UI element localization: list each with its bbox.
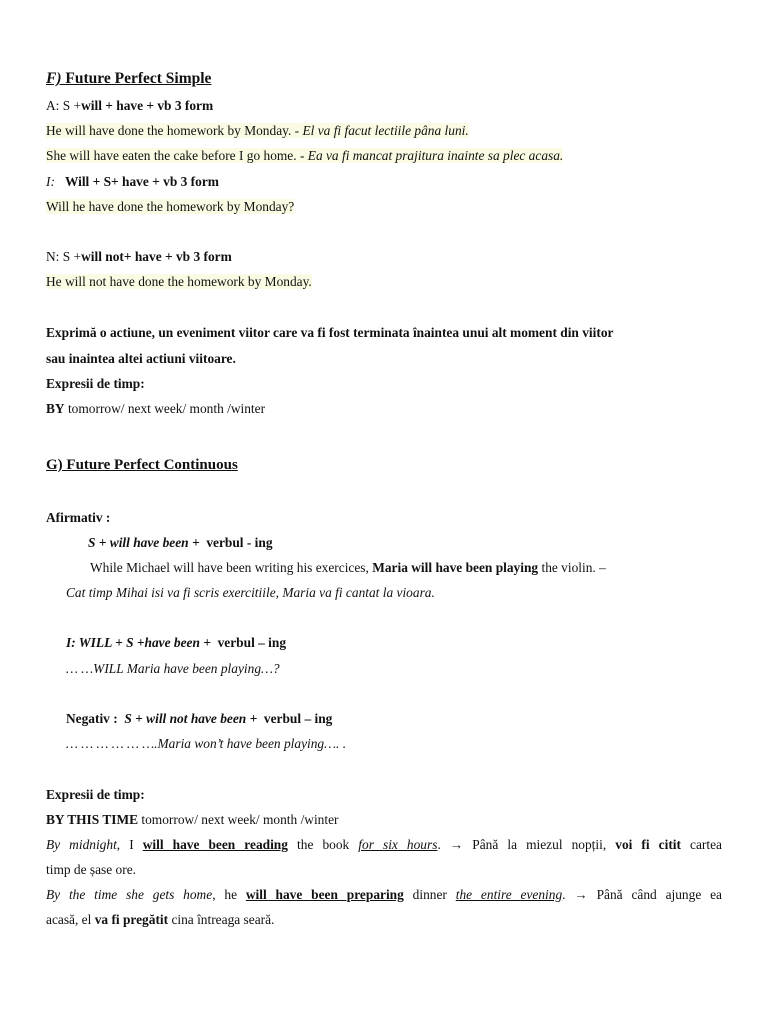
p1-duration: for six hours bbox=[358, 837, 438, 852]
f-neg-formula: will not+ have + vb 3 form bbox=[81, 249, 232, 264]
g-aff-formula: S + will have been + bbox=[88, 535, 200, 550]
g-neg-formula: S + will not have been + bbox=[124, 711, 258, 726]
f-int-example-text: Will he have done the homework by Monday? bbox=[46, 199, 295, 214]
p2-ro-verb: va fi pregătit bbox=[94, 912, 169, 927]
p1-ro-verb: voi fi citit bbox=[615, 837, 681, 852]
f-by-list: tomorrow/ next week/ month /winter bbox=[64, 401, 266, 416]
g-interrogative-example: … …WILL Maria have been playing…? bbox=[66, 661, 280, 676]
p2-ro-subject: acasă, el bbox=[46, 912, 95, 927]
g-bytime-bold: BY THIS TIME bbox=[46, 812, 139, 827]
p2-object: dinner bbox=[403, 887, 456, 902]
f-time-expressions-label: Expresii de timp: bbox=[46, 376, 145, 391]
f-neg-example-text: He will not have done the homework by Monday. bbox=[46, 274, 312, 289]
g-bytime-list: tomorrow/ next week/ month /winter bbox=[138, 812, 339, 827]
f-affirmative-formula bbox=[46, 97, 213, 115]
g-ex-bold: Maria will have been playing bbox=[372, 560, 539, 575]
f-neg-prefix: N: S + bbox=[46, 249, 82, 264]
g-affirmative-formula bbox=[88, 534, 273, 552]
p2-ro-start: . → Până când ajunge ea bbox=[562, 887, 722, 902]
g-time-expressions-label: Expresii de timp: bbox=[46, 787, 145, 802]
f-negative-example bbox=[46, 273, 312, 291]
g-example-paragraph-2-line-2 bbox=[46, 911, 274, 929]
f-ex1-en: He will have done the homework by Monday. - bbox=[46, 123, 303, 138]
f-interrogative-example bbox=[46, 198, 294, 216]
p1-by-midnight: By midnight bbox=[46, 837, 117, 852]
f-ex2-en: She will have eaten the cake before I go home. - bbox=[46, 148, 308, 163]
g-neg-verb: verbul – ing bbox=[263, 711, 333, 726]
p2-duration: the entire evening bbox=[455, 887, 563, 902]
g-example-paragraph-1-line-2: timp de șase ore. bbox=[46, 862, 136, 877]
f-ex2-ro: Ea va fi mancat prajitura inainte sa plec acasa. bbox=[307, 148, 564, 163]
p1-verb: will have been reading bbox=[142, 837, 288, 852]
g-negative-example: … … … … … ….Maria won’t have been playing…. . bbox=[66, 736, 347, 751]
f-example-1 bbox=[46, 122, 469, 140]
f-example-2 bbox=[46, 147, 563, 165]
f-aff-formula: will + have + vb 3 form bbox=[81, 98, 214, 113]
p1-ro-start: . → Până la miezul nopții, bbox=[437, 837, 616, 852]
p2-verb: will have been preparing bbox=[245, 887, 404, 902]
p1-object: the book bbox=[287, 837, 359, 852]
f-time-expressions bbox=[46, 400, 265, 418]
g-example-paragraph-1-line-1 bbox=[46, 836, 722, 854]
f-ex1-ro: El va fi facut lectiile pâna luni. bbox=[302, 123, 469, 138]
f-description-line-2: sau inaintea altei actiuni viitoare. bbox=[46, 351, 236, 366]
section-g-heading: G) Future Perfect Continuous bbox=[46, 457, 238, 473]
g-affirmative-translation: Cat timp Mihai isi va fi scris exercitiile, Maria va fi cantat la vioara. bbox=[66, 585, 435, 600]
g-int-verb: verbul – ing bbox=[217, 635, 287, 650]
f-aff-prefix: A: S + bbox=[46, 98, 82, 113]
section-f-heading bbox=[46, 70, 211, 88]
g-affirmative-label: Afirmativ : bbox=[46, 510, 111, 525]
g-aff-verb: verbul - ing bbox=[206, 535, 273, 550]
section-f-title: Future Perfect Simple bbox=[61, 70, 212, 87]
g-interrogative-formula bbox=[66, 634, 286, 652]
f-negative-formula bbox=[46, 248, 232, 266]
section-f-letter: F) bbox=[46, 70, 62, 87]
f-interrogative-formula bbox=[46, 173, 219, 191]
g-ex-end: the violin. – bbox=[538, 560, 606, 575]
g-ex-start: While Michael will have been writing his exercices, bbox=[90, 560, 373, 575]
p2-by-the-time: By the time she gets home bbox=[46, 887, 213, 902]
p1-ro-end: cartea bbox=[680, 837, 722, 852]
g-affirmative-example bbox=[90, 559, 606, 577]
f-description-line-1: Exprimă o actiune, un eveniment viitor care va fi fost terminata înaintea unui alt moment din viitor bbox=[46, 325, 614, 340]
g-neg-label: Negativ : bbox=[66, 711, 118, 726]
p2-ro-end: cina întreaga seară. bbox=[168, 912, 275, 927]
f-int-prefix: I: bbox=[46, 174, 55, 189]
f-int-formula: Will + S+ have + vb 3 form bbox=[64, 174, 219, 189]
g-int-formula: I: WILL + S +have been + bbox=[66, 635, 211, 650]
f-by-word: BY bbox=[46, 401, 65, 416]
p2-subject: , he bbox=[212, 887, 246, 902]
g-example-paragraph-2-line-1 bbox=[46, 886, 722, 904]
g-negative-formula bbox=[66, 710, 332, 728]
p1-subject: , I bbox=[116, 837, 143, 852]
g-time-expressions bbox=[46, 811, 339, 829]
